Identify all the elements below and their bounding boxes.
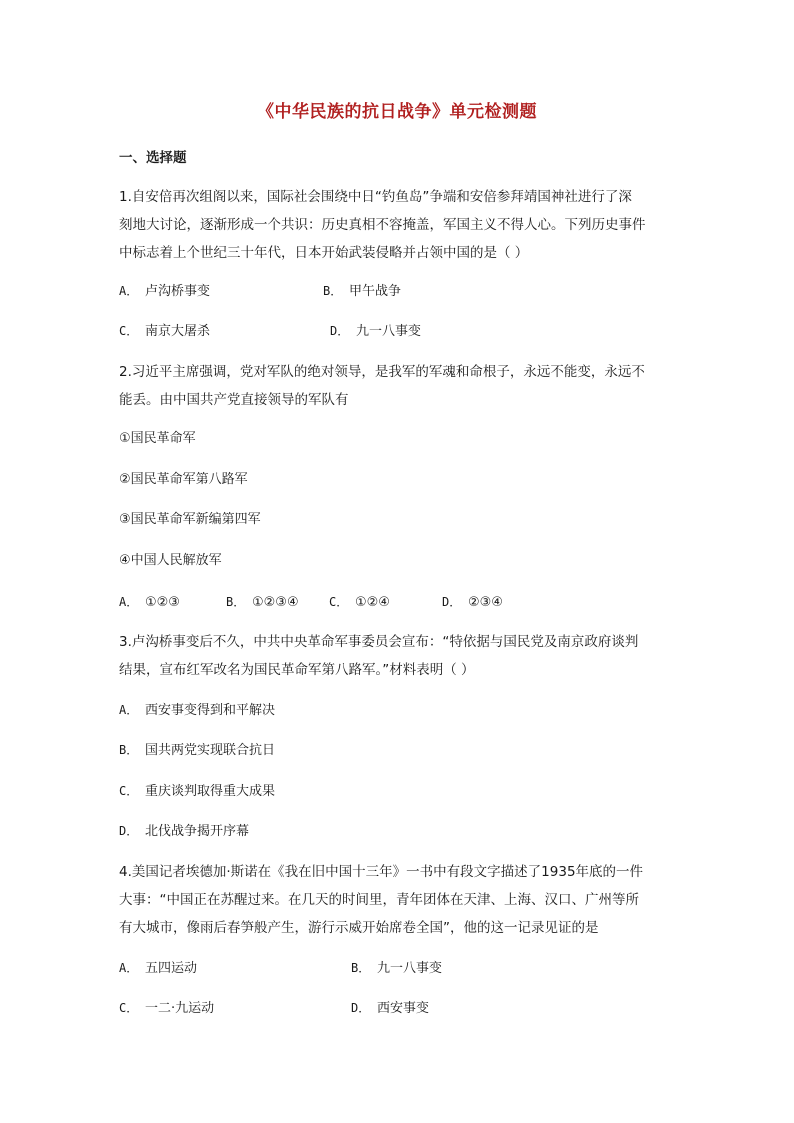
q2-option-b[interactable] bbox=[226, 592, 299, 613]
option-key: D． bbox=[119, 824, 139, 838]
option-key: A． bbox=[119, 284, 139, 298]
q3-option-a[interactable] bbox=[119, 700, 275, 721]
q2-option-c[interactable] bbox=[329, 592, 390, 613]
option-key: B． bbox=[119, 743, 139, 757]
q2-option-d[interactable] bbox=[442, 592, 503, 613]
q2-option-a[interactable] bbox=[119, 592, 180, 613]
option-text: ①②③④ bbox=[252, 595, 299, 610]
option-key: D． bbox=[351, 1001, 371, 1015]
option-key: A． bbox=[119, 961, 139, 975]
q3-option-d[interactable] bbox=[119, 821, 249, 842]
option-key: C． bbox=[329, 595, 349, 609]
option-key: C． bbox=[119, 1001, 139, 1015]
q4-line-2: 大事：“中国正在苏醒过来。在几天的时间里，青年团体在天津、上海、汉口、广州等所 bbox=[119, 892, 639, 908]
q1-option-b[interactable] bbox=[323, 281, 401, 302]
section-heading: 一、选择题 bbox=[119, 150, 187, 166]
option-text: ②③④ bbox=[468, 595, 503, 610]
option-text: 北伐战争揭开序幕 bbox=[145, 824, 250, 839]
option-text: 重庆谈判取得重大成果 bbox=[145, 784, 276, 799]
option-text: 甲午战争 bbox=[349, 284, 402, 299]
option-text: ①②③ bbox=[145, 595, 180, 610]
option-text: 国共两党实现联合抗日 bbox=[145, 743, 276, 758]
q2-item-3: ③国民革命军新编第四军 bbox=[119, 512, 261, 527]
q4-line-1: 4.美国记者埃德加·斯诺在《我在旧中国十三年》一书中有段文字描述了1935年底的一件 bbox=[119, 864, 644, 880]
q2-line-1: 2.习近平主席强调，党对军队的绝对领导，是我军的军魂和命根子，永远不能变，永远不 bbox=[119, 364, 645, 380]
q4-option-c[interactable] bbox=[119, 998, 214, 1019]
option-key: D． bbox=[330, 324, 350, 338]
q2-item-1: ①国民革命军 bbox=[119, 431, 196, 446]
q1-option-d[interactable] bbox=[330, 321, 421, 342]
option-text: 卢沟桥事变 bbox=[145, 284, 211, 299]
option-key: A． bbox=[119, 703, 139, 717]
q4-line-3: 有大城市，像雨后春笋般产生，游行示威开始席卷全国”，他的这一记录见证的是 bbox=[119, 920, 599, 936]
q4-option-b[interactable] bbox=[351, 958, 442, 979]
option-text: 九一八事变 bbox=[377, 961, 443, 976]
q3-option-b[interactable] bbox=[119, 740, 275, 761]
option-text: 九一八事变 bbox=[356, 324, 422, 339]
q1-line-1: 1.自安倍再次组阁以来，国际社会围绕中日“钓鱼岛”争端和安倍参拜靖国神社进行了深 bbox=[119, 189, 632, 205]
q1-option-a[interactable] bbox=[119, 281, 210, 302]
option-text: 一二·九运动 bbox=[145, 1001, 215, 1016]
q2-item-4: ④中国人民解放军 bbox=[119, 553, 222, 568]
q3-option-c[interactable] bbox=[119, 781, 275, 802]
q4-option-a[interactable] bbox=[119, 958, 197, 979]
q3-line-1: 3.卢沟桥事变后不久，中共中央革命军事委员会宣布：“特依据与国民党及南京政府谈判 bbox=[119, 634, 639, 650]
option-key: C． bbox=[119, 324, 139, 338]
option-key: B． bbox=[351, 961, 371, 975]
option-key: A． bbox=[119, 595, 139, 609]
q4-option-d[interactable] bbox=[351, 998, 429, 1019]
q1-option-c[interactable] bbox=[119, 321, 210, 342]
q1-line-2: 刻地大讨论，逐渐形成一个共识：历史真相不容掩盖，军国主义不得人心。下列历史事件 bbox=[119, 217, 646, 233]
page-title: 《中华民族的抗日战争》单元检测题 bbox=[257, 102, 537, 122]
option-text: 西安事变得到和平解决 bbox=[145, 703, 276, 718]
q2-line-2: 能丢。由中国共产党直接领导的军队有 bbox=[119, 392, 349, 408]
option-text: ①②④ bbox=[355, 595, 390, 610]
option-key: D． bbox=[442, 595, 462, 609]
q2-item-2: ②国民革命军第八路军 bbox=[119, 472, 248, 487]
q1-line-3: 中标志着上个世纪三十年代，日本开始武装侵略并占领中国的是（ ） bbox=[119, 245, 529, 261]
option-key: B． bbox=[323, 284, 343, 298]
option-text: 南京大屠杀 bbox=[145, 324, 211, 339]
option-key: B． bbox=[226, 595, 246, 609]
q3-line-2: 结果，宣布红军改名为国民革命军第八路军。”材料表明（ ） bbox=[119, 662, 475, 678]
option-text: 西安事变 bbox=[377, 1001, 430, 1016]
option-key: C． bbox=[119, 784, 139, 798]
option-text: 五四运动 bbox=[145, 961, 198, 976]
